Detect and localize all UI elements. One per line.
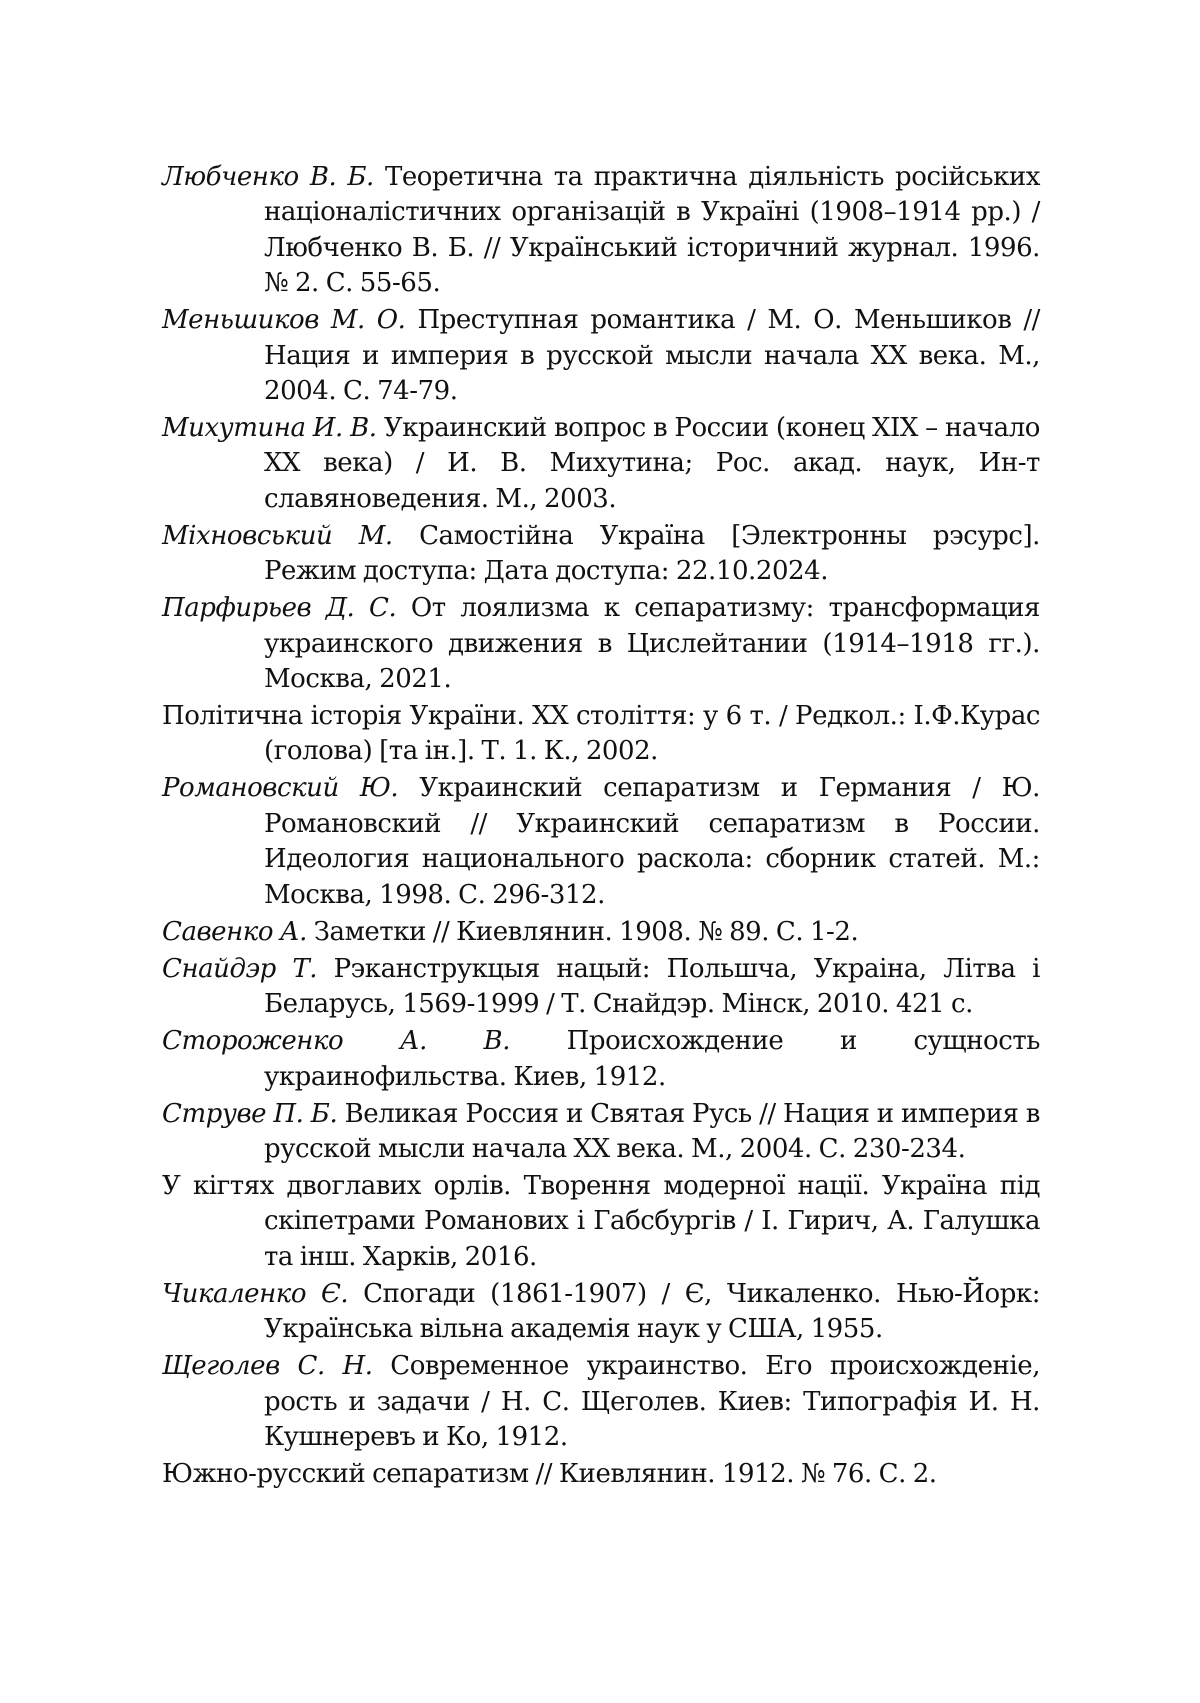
bibliography-entry: [162, 1024, 1040, 1095]
entry-author: Савенко А.: [162, 916, 307, 947]
bibliography-entry: [162, 1097, 1040, 1168]
entry-text: Современное украинство. Его происхожденіе, рость и задачи / Н. С. Щеголев. Киев: Типографія И. Н. Кушнеревъ и Ко, 1912.: [264, 1351, 1041, 1452]
entry-text: Самостійна Україна [Электронны рэсурс]. Режим доступа: Дата доступа: 22.10.2024.: [264, 520, 1040, 587]
bibliography-entry: [162, 952, 1040, 1023]
entry-text: Происхождение и сущность украинофильства. Киев, 1912.: [264, 1026, 1040, 1092]
entry-text: Рэканструкцыя нацый: Польшча, Украіна, Літва і Беларусь, 1569-1999 / Т. Снайдэр. Мінск, 2010. 421 с.: [264, 953, 1040, 1020]
entry-text: Політична історія України. XX століття: у 6 т. / Редкол.: І.Ф.Курас (голова) [та ін.]. Т. 1. К., 2002.: [162, 701, 1040, 767]
entry-author: Струве П. Б.: [162, 1098, 338, 1129]
entry-text: Теоретична та практична діяльність російських націоналістичних організацій в Україні (1908–1914 рр.) / Любченко В. Б. // Український історичний журнал. 1996. № 2. С. 55-65.: [264, 162, 1041, 299]
bibliography-entry: [162, 160, 1040, 302]
entry-text: От лоялизма к сепаратизму: трансформация украинского движения в Цислейтании (1914–1918 гг.). Москва, 2021.: [264, 593, 1040, 695]
entry-author: Снайдэр Т.: [162, 953, 318, 984]
bibliography-entry: [162, 699, 1040, 770]
entry-text: Спогади (1861-1907) / Є, Чикаленко. Нью-Йорк: Українська вільна академія наук у США, 1955.: [264, 1278, 1041, 1345]
entry-text: Украинский вопрос в России (конец XIX – начало XX века) / И. В. Михутина; Рос. акад. наук, Ин-т славяноведения. М., 2003.: [264, 413, 1040, 514]
entry-text: Заметки // Киевлянин. 1908. № 89. С. 1-2.: [306, 916, 859, 947]
entry-author: Михутина И. В.: [162, 413, 377, 444]
entry-author: Любченко В. Б.: [162, 162, 374, 192]
entry-text: Южно-русский сепаратизм // Киевлянин. 1912. № 76. С. 2.: [162, 1458, 937, 1489]
entry-author: Стороженко А. В.: [162, 1026, 511, 1057]
entry-text: Украинский сепаратизм и Германия / Ю. Романовский // Украинский сепаратизм в России. Идеология национального раскола: сборник статей. М.: Москва, 1998. С. 296-312.: [264, 773, 1040, 910]
entry-author: Меньшиков М. О.: [162, 305, 406, 336]
bibliography-page: [162, 160, 1040, 1494]
bibliography-entry: [162, 1277, 1040, 1348]
bibliography-entry: [162, 591, 1040, 697]
bibliography-entry: [162, 915, 1040, 950]
entry-author: Парфирьев Д. С.: [162, 593, 397, 624]
bibliography-entry: [162, 771, 1040, 913]
entry-author: Міхновський М.: [162, 520, 393, 551]
entry-text: Преступная романтика / М. О. Меньшиков // Нация и империя в русской мысли начала XX века. М., 2004. С. 74-79.: [264, 305, 1040, 407]
bibliography-entry: [162, 303, 1040, 409]
bibliography-entry: [162, 411, 1040, 517]
entry-author: Щеголев С. Н.: [162, 1351, 373, 1382]
bibliography-entry: [162, 519, 1040, 590]
entry-text: У кігтях двоглавих орлів. Творення модерної нації. Україна під скіпетрами Романових і Габсбургів / І. Гирич, А. Галушка та інш. Харків, 2016.: [162, 1170, 1040, 1272]
bibliography-entry: [162, 1457, 1040, 1492]
bibliography-entry: [162, 1349, 1040, 1455]
entry-author: Романовский Ю.: [162, 773, 399, 804]
bibliography-entry: [162, 1169, 1040, 1275]
entry-author: Чикаленко Є.: [162, 1278, 349, 1309]
entry-text: Великая Россия и Святая Русь // Нация и империя в русской мысли начала XX века. М., 2004. С. 230-234.: [264, 1098, 1040, 1164]
